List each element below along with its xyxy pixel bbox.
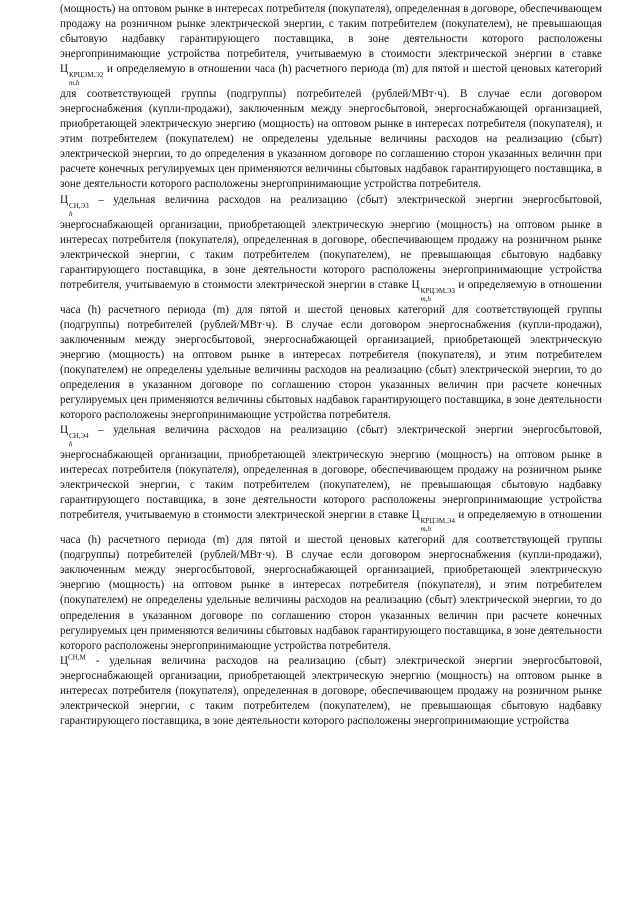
paragraph-text: – удельная величина расходов на реализацию (сбыт) электрической энергии энергосбытовой, энергоснабжающей организации, приобретающей электрическую энергию (мощность) на оптовом рынке в интересах потребителя (покупателя), определенная в договоре, обеспечивающем продажу на розничном рынке электрической энергии, с таким потребителем (покупателем), не превышающая сбытовую надбавку гарантирующего поставщика, в зоне деятельности которого расположены энергопринимающие устройства потребителя, учитываемую в стоимости электрической энергии в ставке [60,424,602,522]
rate-symbol: Ц КРЦЭМ,Э4 m,h [411,509,455,534]
paragraph-text: (мощность) на оптовом рынке в интересах потребителя (покупателя), определенная в договоре, обеспечивающем продажу на розничном рынке электрической энергии, с таким потребителем (покупателем), не превышающая сбытовую надбавку гарантирующего поставщика, в зоне деятельности которого расположены энергопринимающие устройства потребителя, учитываемую в стоимости электрической энергии в ставке [60,3,602,61]
paragraph-2 [60,193,602,424]
paragraph-text: и определяемую в отношении часа (h) расчетного периода (m) для пятой и шестой ценовых категорий для соответствующей группы (подгруппы) потребителей (рублей/МВт·ч). В случае если договором энергоснабжения (купли-продажи), заключенным между энергосбытовой, энергоснабжающей организацией, приобретающей электрическую энергию (мощность) на оптовом рынке в интересах потребителя (покупателя), и этим потребителем (покупателем) не определены удельные величины расходов на реализацию (сбыт) электрической энергии, то до определения в указанном договоре по соглашению сторон указанных величин при расчете конечных регулируемых цен применяются величины сбытовых надбавок гарантирующего поставщика, в зоне деятельности которого расположены энергопринимающие устройства потребителя. [60,63,602,191]
definition-symbol: Ц СН,Э4 h [60,424,89,449]
rate-symbol: Ц КРЦЭМ,ЭЗ m,h [411,278,456,303]
definition-symbol: $Ц^{СН,М}$ [60,652,86,667]
paragraph-text: – удельная величина расходов на реализацию (сбыт) электрической энергии энергосбытовой, энергоснабжающей организации, приобретающей электрическую энергию (мощность) на оптовом рынке в интересах потребителя (покупателя), определенная в договоре, обеспечивающем продажу на розничном рынке электрической энергии, с таким потребителем (покупателем), не превышающая сбытовую надбавку гарантирующего поставщика, в зоне деятельности которого расположены энергопринимающие устройства потребителя, учитываемую в стоимости электрической энергии в ставке [60,193,602,291]
paragraph-1 [60,2,602,193]
paragraph-4 [60,654,602,729]
paragraph-text: и определяемую в отношении часа (h) расчетного периода (m) для пятой и шестой ценовых категорий для соответствующей группы (подгруппы) потребителей (рублей/МВт·ч). В случае если договором энергоснабжения (купли-продажи), заключенным между энергосбытовой, энергоснабжающей организацией, приобретающей электрическую энергию (мощность) на оптовом рынке в интересах потребителя (покупателя), и этим потребителем (покупателем) не определены удельные величины расходов на реализацию (сбыт) электрической энергии, то до определения в указанном договоре по соглашению сторон указанных величин при расчете конечных регулируемых цен применяются величины сбытовых надбавок гарантирующего поставщика, в зоне деятельности которого расположены энергопринимающие устройства потребителя. [60,509,602,652]
definition-symbol: Ц СН,ЭЗ h [60,193,89,218]
rate-symbol: Ц КРЦЭМ,Э2 m,h [60,63,104,88]
paragraph-3 [60,423,602,654]
paragraph-text: - удельная величина расходов на реализацию (сбыт) электрической энергии энергосбытовой, энергоснабжающей организации, приобретающей электрическую энергию (мощность) на оптовом рынке в интересах потребителя (покупателя), определенная в договоре, обеспечивающем продажу на розничном рынке электрической энергии, с таким потребителем (покупателем), не превышающая сбытовую надбавку гарантирующего поставщика, в зоне деятельности которого расположены энергопринимающие устройства [60,654,602,727]
paragraph-text: и определяемую в отношении часа (h) расчетного периода (m) для пятой и шестой ценовых категорий для соответствующей группы (подгруппы) потребителей (рублей/МВт·ч). В случае если договором энергоснабжения (купли-продажи), заключенным между энергосбытовой, энергоснабжающей организацией, приобретающей электрическую энергию (мощность) на оптовом рынке в интересах потребителя (покупателя), и этим потребителем (покупателем) не определены удельные величины расходов на реализацию (сбыт) электрической энергии, то до определения в указанном договоре по соглашению сторон указанных величин при расчете конечных регулируемых цен применяются величины сбытовых надбавок гарантирующего поставщика, в зоне деятельности которого расположены энергопринимающие устройства потребителя. [60,278,602,422]
